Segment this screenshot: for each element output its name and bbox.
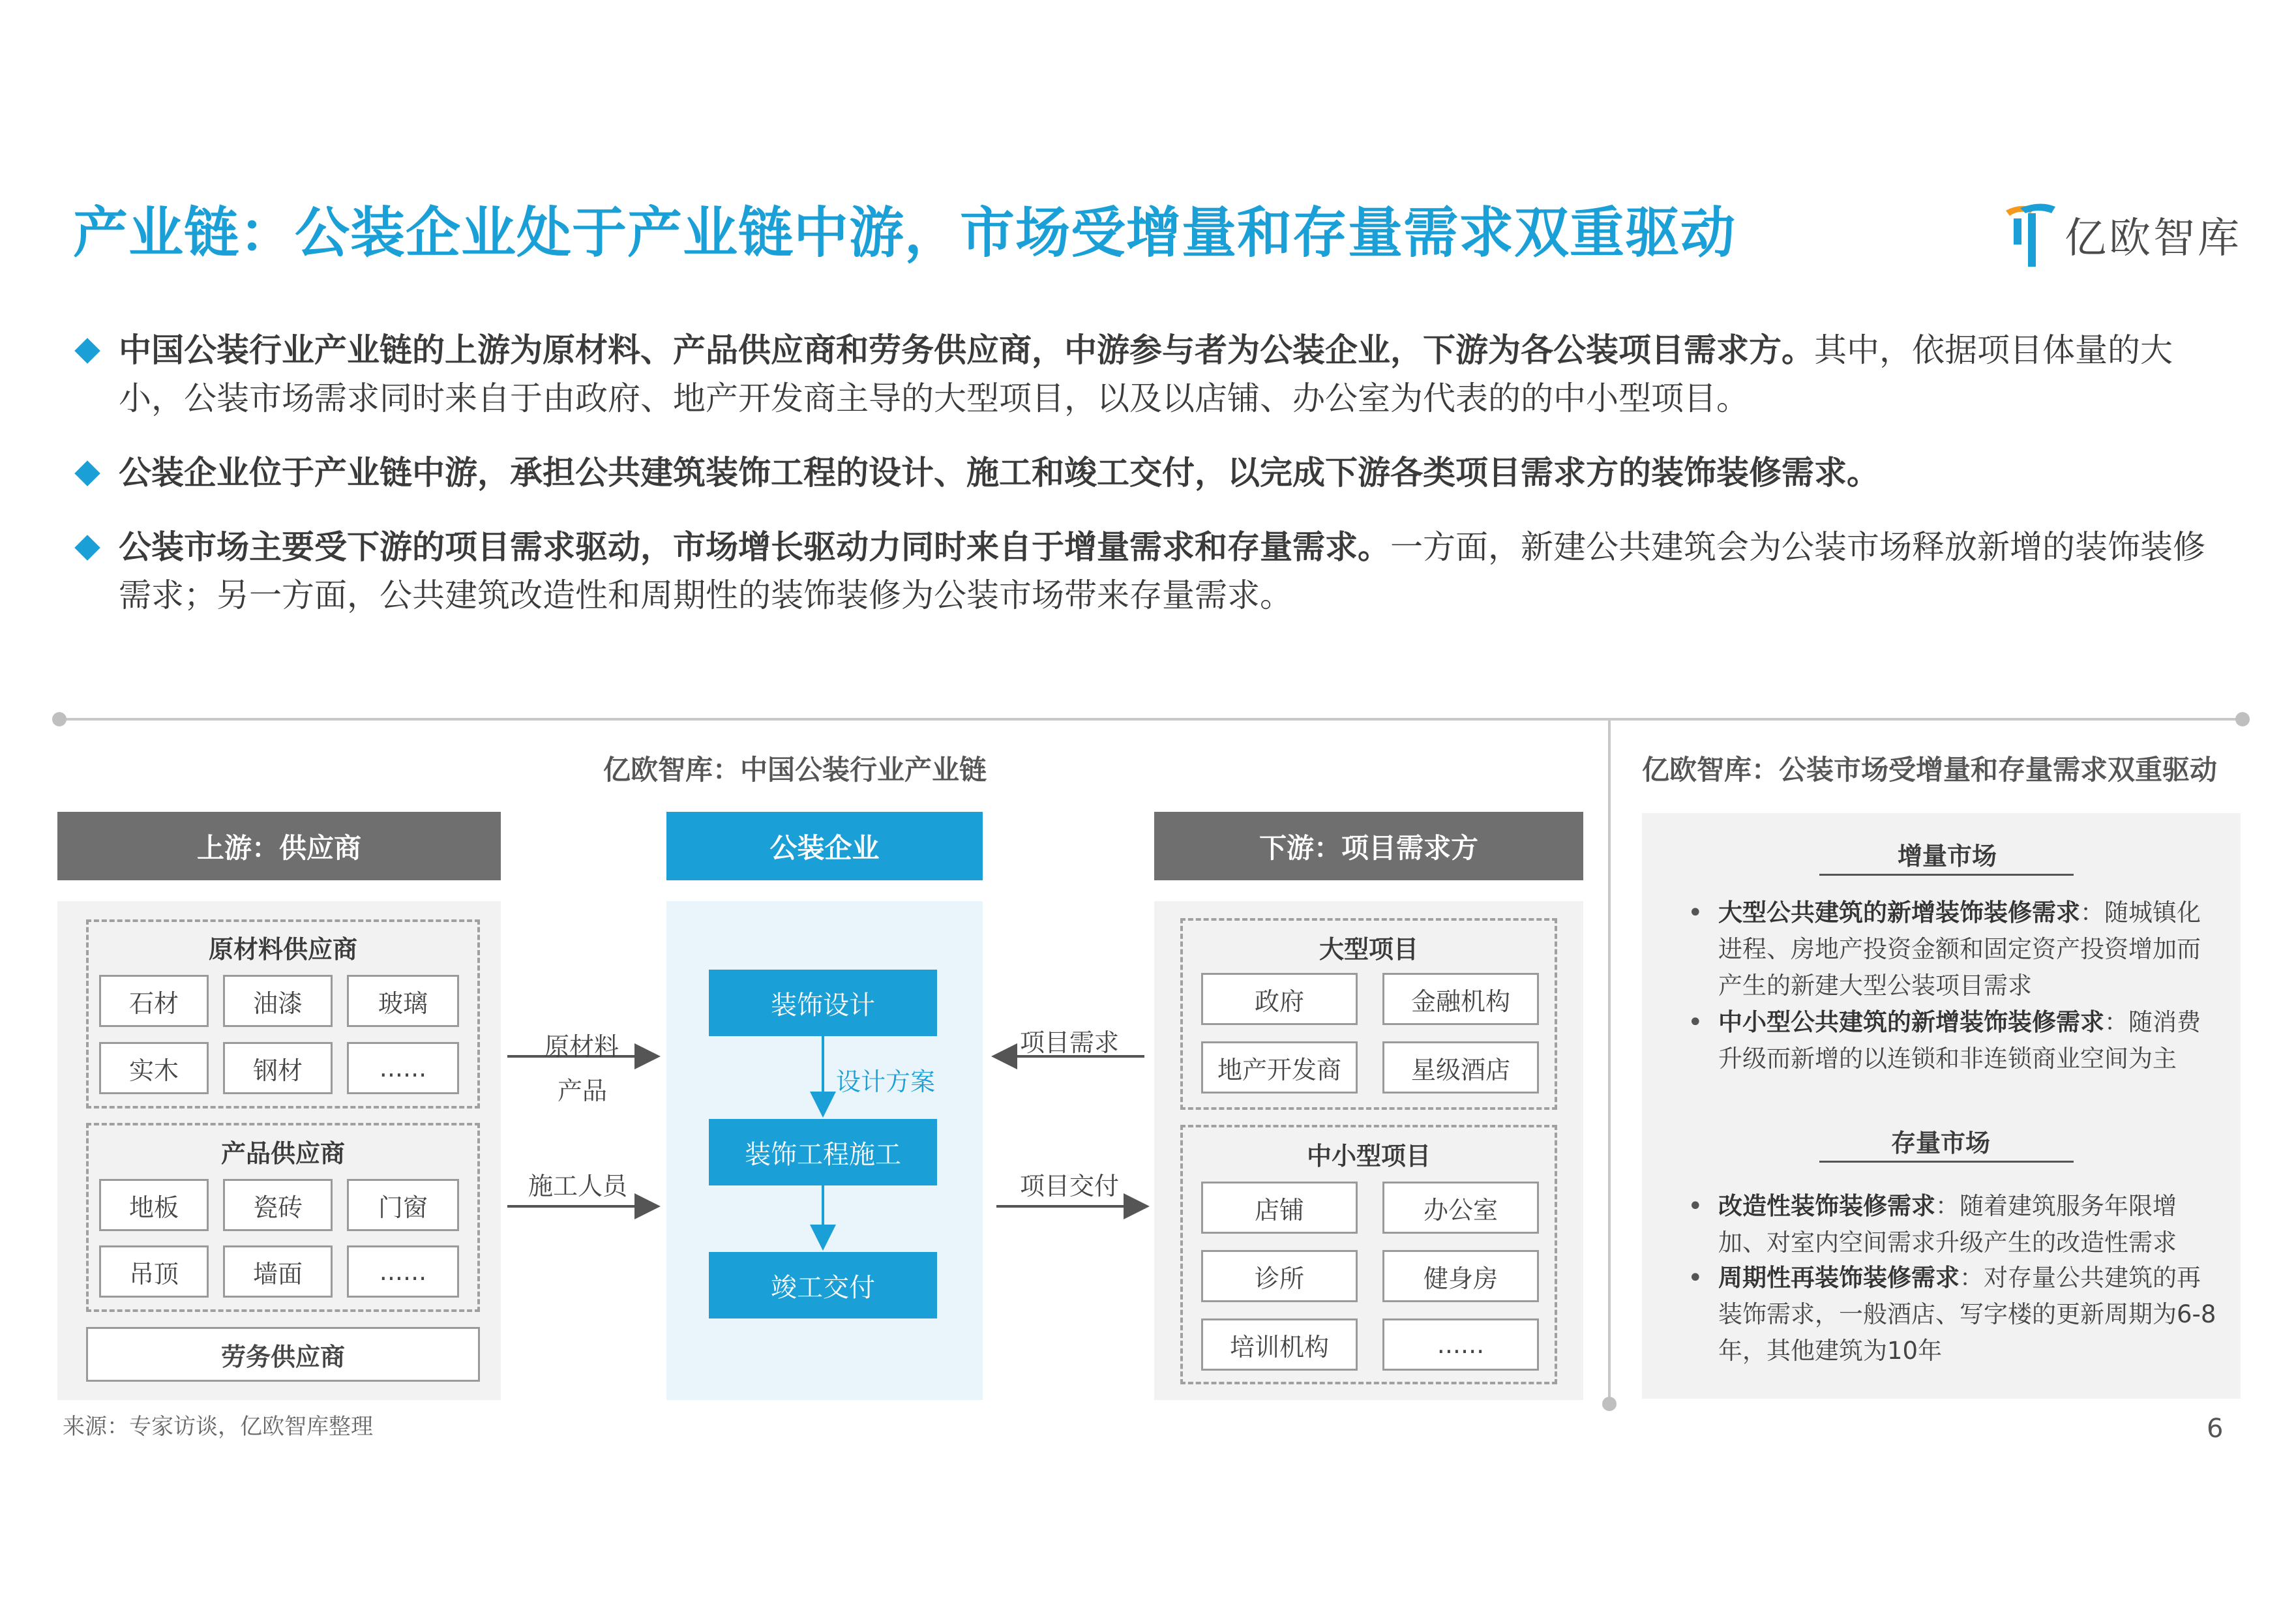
product-item: 吊顶 (99, 1245, 209, 1298)
right-chart-title: 亿欧智库：公装市场受增量和存量需求双重驱动 (1642, 754, 2218, 786)
product-item: 墙面 (223, 1245, 333, 1298)
divider-dot-left (52, 712, 67, 726)
source-note: 来源：专家访谈，亿欧智库整理 (63, 1414, 373, 1440)
incremental-item-bold: 大型公共建筑的新增装饰装修需求 (1718, 899, 2080, 927)
raw-material-item: 玻璃 (347, 975, 459, 1027)
bullet-list (73, 326, 2225, 646)
large-project-title: 大型项目 (1319, 935, 1418, 964)
incremental-item (1682, 1004, 2224, 1077)
incremental-item-text: ：随消费升级而新增的以连锁和非连锁商业空间为主 (1718, 1008, 2201, 1073)
bullet-item (73, 326, 2225, 423)
bullet-bold: 公装市场主要受下游的项目需求驱动，市场增长驱动力同时来自于增量需求和存量需求。 (119, 528, 1390, 566)
product-item: 地板 (99, 1179, 209, 1231)
incremental-item-text: ：随城镇化进程、房地产投资金额和固定资产投资增加而产生的新建大型公装项目需求 (1718, 899, 2201, 1000)
small-project-title: 中小型项目 (1306, 1142, 1431, 1170)
bullet-dot-icon: • (1688, 1263, 1703, 1293)
diamond-bullet-icon (74, 535, 100, 561)
divider-dot-bottom (1602, 1397, 1617, 1411)
stock-item-bold: 改造性装饰装修需求 (1718, 1192, 1935, 1220)
flow-label-delivery: 项目交付 (1020, 1172, 1120, 1200)
flow-label-product: 产品 (558, 1077, 608, 1105)
incremental-item-bold: 中小型公共建筑的新增装饰装修需求 (1718, 1008, 2104, 1036)
raw-material-item: 石材 (99, 975, 209, 1027)
product-item: 瓷砖 (223, 1179, 333, 1231)
stock-item-text: ：对存量公共建筑的再装饰需求，一般酒店、写字楼的更新周期为6-8年，其他建筑为10年 (1718, 1264, 2216, 1365)
page-title: 产业链：公装企业处于产业链中游，市场受增量和存量需求双重驱动 (73, 201, 1737, 265)
brand-logo (2001, 196, 2248, 274)
stock-item-bold: 周期性再装饰装修需求 (1718, 1264, 1960, 1292)
flow-label-demand: 项目需求 (1020, 1028, 1120, 1057)
bullet-item (73, 449, 2225, 497)
downstream-header: 下游：项目需求方 (1154, 812, 1583, 880)
page-number: 6 (2207, 1414, 2224, 1444)
small-project-item: 店铺 (1201, 1182, 1358, 1234)
incremental-item (1682, 895, 2224, 1004)
step-construction: 装饰工程施工 (709, 1119, 937, 1185)
raw-material-item: 实木 (99, 1042, 209, 1094)
small-project-item: 培训机构 (1201, 1318, 1358, 1371)
step-design: 装饰设计 (709, 970, 937, 1036)
horizontal-divider (59, 718, 2243, 721)
design-plan-label: 设计方案 (836, 1067, 936, 1096)
upstream-header: 上游：供应商 (57, 812, 501, 880)
small-project-item: 办公室 (1382, 1182, 1539, 1234)
left-chart-title: 亿欧智库：中国公装行业产业链 (603, 754, 987, 786)
bullet-bold: 中国公装行业产业链的上游为原材料、产品供应商和劳务供应商，中游参与者为公装企业，下游为各公装项目需求方。 (119, 331, 1814, 369)
small-project-item: 健身房 (1382, 1250, 1539, 1302)
flow-label-labor: 施工人员 (528, 1172, 628, 1200)
small-project-item: 诊所 (1201, 1250, 1358, 1302)
incremental-underline (1819, 874, 2074, 876)
large-project-item: 金融机构 (1382, 973, 1539, 1025)
raw-material-item: 钢材 (223, 1042, 333, 1094)
logo-text: 亿欧智库 (2065, 215, 2242, 263)
bullet-item (73, 523, 2225, 619)
raw-material-item: 油漆 (223, 975, 333, 1027)
stock-item-text: ：随着建筑服务年限增加、对室内空间需求升级产生的改造性需求 (1718, 1192, 2177, 1257)
stock-market-heading: 存量市场 (1891, 1129, 1991, 1157)
diamond-bullet-icon (74, 460, 100, 486)
stock-underline (1819, 1161, 2074, 1163)
bullet-bold: 公装企业位于产业链中游，承担公共建筑装饰工程的设计、施工和竣工交付，以完成下游各类项目需求方的装饰装修需求。 (119, 454, 1879, 492)
yiou-logo-icon (2001, 199, 2059, 271)
large-project-item: 地产开发商 (1201, 1041, 1358, 1094)
flow-label-raw: 原材料 (544, 1032, 619, 1061)
raw-material-title: 原材料供应商 (208, 935, 357, 964)
stock-item (1682, 1260, 2224, 1369)
stock-item (1682, 1188, 2224, 1261)
vertical-divider (1608, 719, 1611, 1404)
bullet-text: 其中，依据项目体量的大小，公装市场需求同时来自于由政府、地产开发商主导的大型项目，以及以店铺、办公室为代表的的中小型项目。 (119, 331, 2173, 417)
product-item: 门窗 (347, 1179, 459, 1231)
incremental-market-heading: 增量市场 (1898, 842, 1997, 871)
midstream-header: 公装企业 (666, 812, 983, 880)
raw-material-item: ...... (347, 1042, 459, 1094)
product-title: 产品供应商 (220, 1139, 345, 1168)
bullet-dot-icon: • (1688, 1191, 1703, 1221)
step-delivery: 竣工交付 (709, 1252, 937, 1318)
divider-dot-right (2235, 712, 2250, 726)
labor-supplier: 劳务供应商 (86, 1327, 480, 1382)
product-item: ...... (347, 1245, 459, 1298)
large-project-item: 星级酒店 (1382, 1041, 1539, 1094)
large-project-item: 政府 (1201, 973, 1358, 1025)
bullet-dot-icon: • (1688, 898, 1703, 928)
bullet-text: 一方面，新建公共建筑会为公装市场释放新增的装饰装修需求；另一方面，公共建筑改造性和周期性的装饰装修为公装市场带来存量需求。 (119, 528, 2205, 614)
bullet-dot-icon: • (1688, 1007, 1703, 1037)
diamond-bullet-icon (74, 338, 100, 364)
small-project-item: ...... (1382, 1318, 1539, 1371)
